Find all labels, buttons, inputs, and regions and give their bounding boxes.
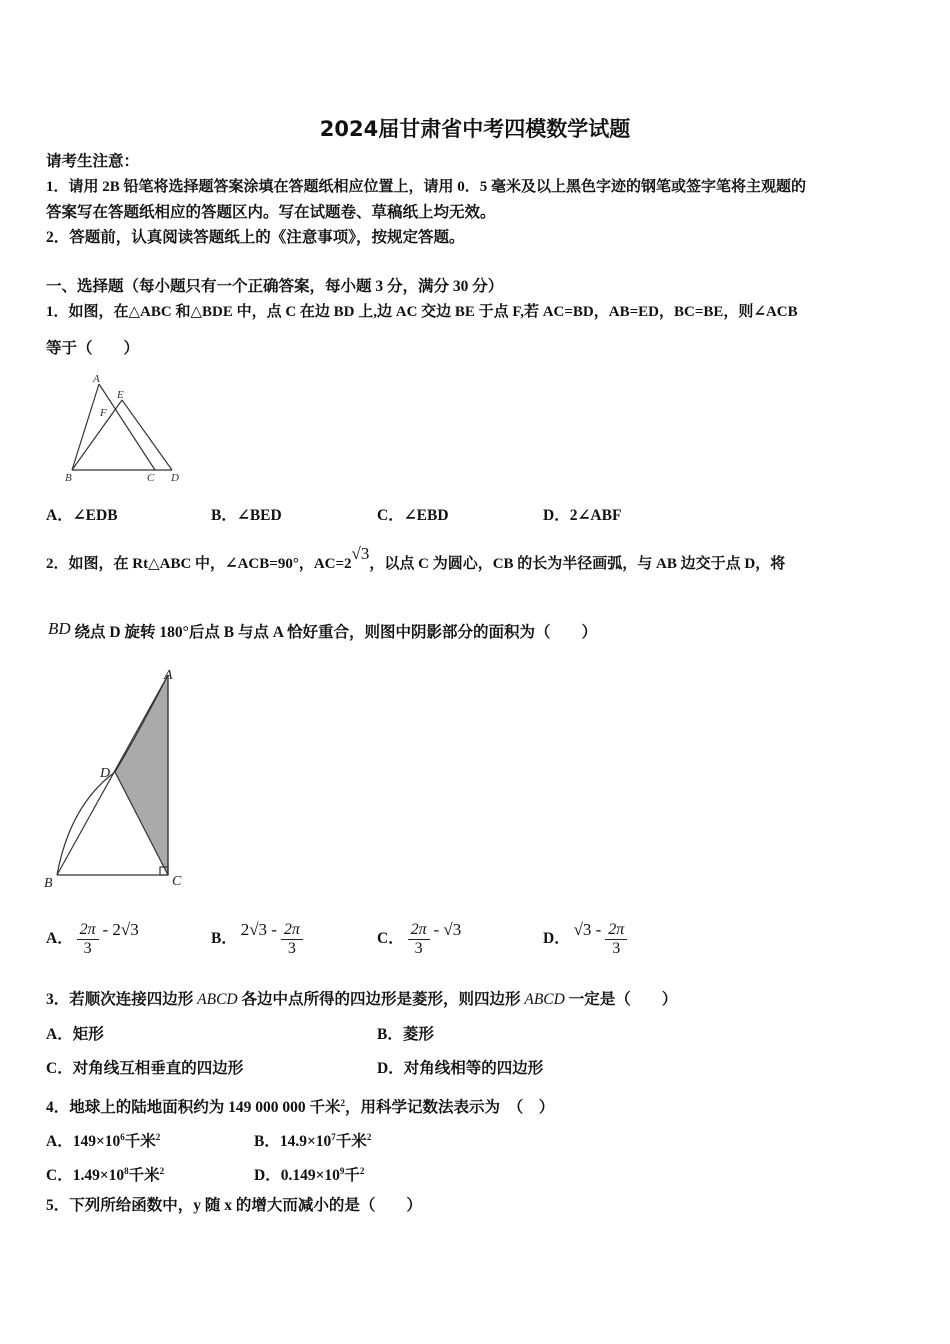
unit-exponent: 2 [155, 1132, 161, 1142]
label-d: D [171, 472, 179, 484]
q1-option-d[interactable]: D．2∠ABF [543, 507, 622, 524]
label-c: C [147, 472, 155, 484]
q4-option-b[interactable] [254, 1127, 371, 1152]
notice-line-1b: 答案写在答题纸相应的答题区内。写在试题卷、草稿纸上均无效。 [46, 204, 496, 221]
q2-stem-b: 绕点 D 旋转 180°后点 B 与点 A 恰好重合，则图中阴影部分的面积为（ ） [74, 624, 597, 641]
option-letter: D． [543, 930, 570, 947]
denominator: 3 [287, 939, 296, 957]
label-d: D [100, 766, 111, 781]
expression: - √3 [433, 920, 462, 939]
label-c: C [172, 874, 182, 889]
unit-exponent: 2 [366, 1132, 372, 1142]
base: C．1.49×10 [46, 1167, 125, 1185]
q2-option-a[interactable] [46, 910, 139, 959]
q3-option-b[interactable]: B．菱形 [377, 1026, 434, 1043]
label-b: B [65, 472, 72, 484]
q5-stem: 5．下列所给函数中，y 随 x 的增大而减小的是（ ） [46, 1197, 422, 1214]
q4-stem-text: 4．地球上的陆地面积约为 149 000 000 千米 [46, 1099, 341, 1117]
label-a: A [93, 373, 100, 385]
segment-ed [122, 400, 172, 470]
base: A．149×10 [46, 1133, 121, 1151]
notice-line-2: 2．答题前，认真阅读答题纸上的《注意事项》，按规定答题。 [46, 229, 465, 246]
denominator: 3 [414, 939, 423, 957]
quad-abcd: ABCD [197, 991, 238, 1008]
q1-figure [55, 370, 195, 490]
expression: √3 - [573, 920, 602, 939]
unit-exponent: 2 [359, 1166, 365, 1176]
shaded-region [115, 675, 168, 875]
q4-stem-post: ，用科学记数法表示为 （ ） [345, 1099, 555, 1117]
exponent: 6 [120, 1132, 125, 1142]
q3-stem-pre: 3．若顺次连接四边形 [46, 991, 198, 1008]
notice-heading: 请考生注意： [46, 153, 140, 170]
q3-stem [46, 990, 677, 1010]
exponent: 7 [331, 1132, 336, 1142]
base: D．0.149×10 [254, 1167, 340, 1185]
expression: - 2√3 [102, 920, 139, 939]
q2-stem-pre: 2．如图，在 Rt△ABC 中，∠ACB=90°，AC=2 [46, 556, 352, 572]
q4-option-c[interactable] [46, 1161, 164, 1186]
q2-stem-cont [48, 619, 597, 643]
q1-stem: 1．如图，在△ABC 和△BDE 中，点 C 在边 BD 上,边 AC 交边 BE 于点 F,若 AC=BD，AB=ED，BC=BE，则∠ACB [46, 304, 798, 320]
q4-stem: 4．地球上的陆地面积约为 149 000 000 千米$^2$，用科学记数法表示为 （ ） [46, 1098, 555, 1117]
q2-option-c[interactable] [377, 910, 461, 959]
numerator: 2π [408, 921, 430, 940]
q1-stem-cont: 等于（ ） [46, 340, 140, 357]
label-e: E [117, 389, 124, 401]
q3-stem-mid: 各边中点所得的四边形是菱形，则四边形 [237, 991, 525, 1008]
numerator: 2π [77, 921, 99, 940]
quad-abcd: ABCD [524, 991, 565, 1008]
section-heading: 一、选择题（每小题只有一个正确答案，每小题 3 分，满分 30 分） [46, 278, 504, 295]
q2-stem-post: ，以点 C 为圆心，CB 的长为半径画弧，与 AB 边交于点 D，将 [369, 556, 786, 572]
numerator: 2π [605, 921, 627, 940]
q1-option-b[interactable]: B．∠BED [211, 507, 282, 524]
q2-option-b[interactable] [211, 910, 303, 959]
sqrt3: √3 [351, 544, 370, 563]
exponent: 9 [339, 1166, 345, 1176]
option-letter: C． [377, 930, 404, 947]
fraction [281, 921, 303, 958]
q2-figure [40, 665, 200, 895]
expression: 2√3 - [240, 920, 277, 939]
fraction [408, 921, 430, 958]
unit: 千米 [128, 1167, 160, 1185]
q2-option-d[interactable] [543, 910, 627, 959]
q3-stem-post: 一定是（ ） [564, 991, 678, 1008]
q4-option-d[interactable] [254, 1161, 364, 1186]
q1-option-c[interactable]: C．∠EBD [377, 507, 449, 524]
numerator: 2π [281, 921, 303, 940]
segment-ab [72, 384, 99, 470]
notice-line-1: 1．请用 2B 铅笔将选择题答案涂填在答题纸相应位置上，请用 0．5 毫米及以上黑色字迹的钢笔或签字笔将主观题的 [46, 179, 807, 195]
unit: 千 [344, 1167, 360, 1185]
denominator: 3 [83, 939, 92, 957]
q3-option-c[interactable]: C．对角线互相垂直的四边形 [46, 1060, 244, 1077]
base: B．14.9×10 [254, 1133, 332, 1151]
fraction [77, 921, 99, 958]
q3-option-d[interactable]: D．对角线相等的四边形 [377, 1060, 544, 1077]
exponent: 8 [124, 1166, 129, 1176]
q1-option-a[interactable]: A．∠EDB [46, 507, 118, 524]
option-letter: B． [211, 930, 237, 947]
label-f: F [100, 407, 107, 419]
label-b: B [44, 876, 53, 891]
denominator: 3 [612, 939, 621, 957]
page-title: 2024届甘肃省中考四模数学试题 [319, 117, 631, 141]
unit-exponent: 2 [159, 1166, 165, 1176]
option-letter: A． [46, 930, 73, 947]
segment-be [72, 400, 122, 470]
unit: 千米 [335, 1133, 367, 1151]
label-a: A [164, 668, 173, 683]
unit: 千米 [124, 1133, 156, 1151]
segment-ac [99, 384, 155, 470]
arc-bd-label: BD [48, 619, 71, 638]
q4-option-a[interactable] [46, 1127, 160, 1152]
q3-option-a[interactable]: A．矩形 [46, 1026, 104, 1043]
q2-stem [46, 544, 786, 574]
fraction [605, 921, 627, 958]
